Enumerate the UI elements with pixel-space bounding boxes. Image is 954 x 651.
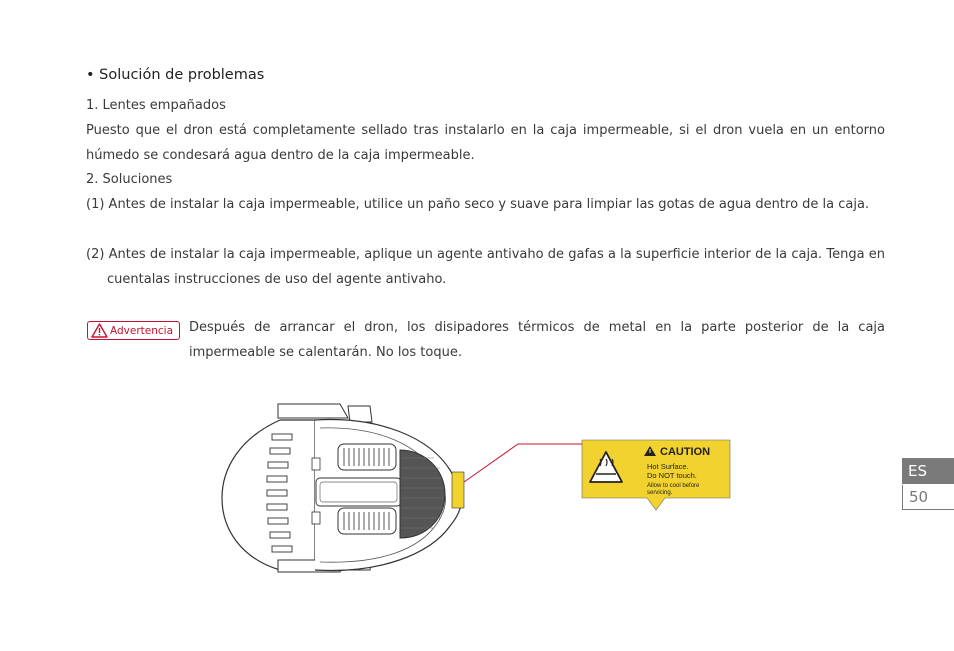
section-title: • Solución de problemas xyxy=(86,67,265,83)
caution-line-4: servicing. xyxy=(647,490,673,496)
language-tab: ES xyxy=(902,458,954,484)
warning-text: Después de arrancar el dron, los disipadores térmicos de metal en la parte posterior de la caja impermeable se calentarán. No los toque. xyxy=(189,320,885,360)
warning-triangle-icon xyxy=(91,323,108,338)
caution-line-2: Do NOT touch. xyxy=(647,471,697,480)
caution-line-1: Hot Surface. xyxy=(647,462,689,471)
warning-badge-label: Advertencia xyxy=(110,324,174,337)
problem-description: Puesto que el dron está completamente sellado tras instalarlo en la caja impermeable, si el dron vuela en un entorno húmedo se condesará agua dentro de la caja impermeable. xyxy=(86,123,885,163)
caution-title: CAUTION xyxy=(660,446,711,458)
page-number: 50 xyxy=(902,485,954,510)
solution-item-2: (2) Antes de instalar la caja impermeable, aplique un agente antivaho de gafas a la superficie interior de la caja. Tenga en cuentalas instrucciones de uso del agente antivaho. xyxy=(86,247,885,287)
solution-item-1: (1) Antes de instalar la caja impermeable, utilice un paño seco y suave para limpiar las gotas de agua dentro de la caja. xyxy=(86,197,870,212)
subheading-solutions: 2. Soluciones xyxy=(86,172,173,187)
warning-badge xyxy=(87,321,180,340)
caution-line-3: Allow to cool before xyxy=(647,483,700,489)
drone-housing-illustration xyxy=(220,398,740,578)
subheading-fogged-lenses: 1. Lentes empañados xyxy=(86,98,226,113)
